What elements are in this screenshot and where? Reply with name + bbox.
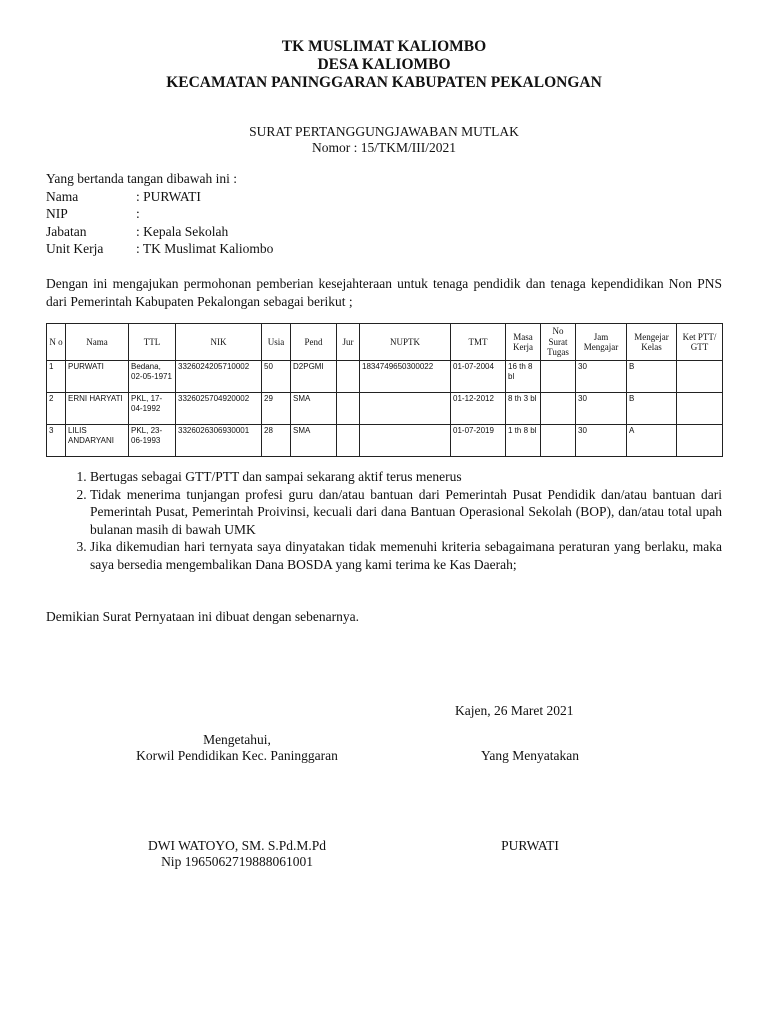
cell-nuptk (360, 425, 451, 457)
cell-no-surat-tugas (541, 425, 576, 457)
cell-usia: 29 (262, 393, 291, 425)
statement-list (46, 468, 722, 573)
letter-number: Nomor : 15/TKM/III/2021 (312, 140, 456, 155)
identity-value-nama: : PURWATI (136, 189, 201, 204)
header-no: N o (47, 324, 66, 361)
cell-jam-mengajar: 30 (576, 393, 627, 425)
place-date: Kajen, 26 Maret 2021 (455, 703, 574, 718)
cell-usia: 50 (262, 361, 291, 393)
cell-masa-kerja: 16 th 8 bl (506, 361, 541, 393)
cell-jam-mengajar: 30 (576, 425, 627, 457)
header-nama: Nama (66, 324, 129, 361)
cell-mengejar-kelas: B (627, 393, 677, 425)
left-sign-position: Korwil Pendidikan Kec. Paninggaran (136, 748, 338, 763)
left-sign-nip: Nip 1965062719888061001 (161, 854, 313, 869)
cell-nama: PURWATI (66, 361, 129, 393)
header-ttl: TTL (129, 324, 176, 361)
cell-masa-kerja: 1 th 8 bl (506, 425, 541, 457)
cell-jur (337, 361, 360, 393)
cell-pend: SMA (291, 393, 337, 425)
cell-usia: 28 (262, 425, 291, 457)
header-ket: Ket PTT/ GTT (677, 324, 723, 361)
cell-tmt: 01-12-2012 (451, 393, 506, 425)
header-jam-mengajar: Jam Mengajar (576, 324, 627, 361)
cell-ket (677, 393, 723, 425)
header-pend: Pend (291, 324, 337, 361)
cell-nuptk: 1834749650300022 (360, 361, 451, 393)
table-row (47, 425, 723, 457)
statement-item: 2. Tidak menerima tunjangan profesi guru dan/atau bantuan dari Pemerintah Pusat Pendidik dan/atau bantuan dari Pemerintah Pusat, Pemerintah Proivinsi, kecuali dari dana Bantuan Operasional Sekolah (BOP), dan/atau total upah bulanan masih di bawah UMK (90, 486, 722, 539)
cell-nama: ERNI HARYATI (66, 393, 129, 425)
right-sign-label: Yang Menyatakan (481, 748, 579, 763)
letterhead-village: DESA KALIOMBO (317, 56, 451, 73)
header-masa-kerja: Masa Kerja (506, 324, 541, 361)
right-sign-name: PURWATI (501, 838, 559, 853)
cell-pend: SMA (291, 425, 337, 457)
cell-ttl: PKL, 23-06-1993 (129, 425, 176, 457)
letterhead-district: KECAMATAN PANINGGARAN KABUPATEN PEKALONGAN (166, 74, 602, 91)
cell-jam-mengajar: 30 (576, 361, 627, 393)
cell-jur (337, 425, 360, 457)
table-header-row (47, 324, 723, 361)
identity-label-nama: Nama (46, 189, 79, 204)
header-no-surat-tugas: No Surat Tugas (541, 324, 576, 361)
cell-tmt: 01-07-2004 (451, 361, 506, 393)
letter-title: SURAT PERTANGGUNGJAWABAN MUTLAK (249, 124, 519, 139)
cell-jur (337, 393, 360, 425)
cell-no: 3 (47, 425, 66, 457)
identity-label-unit-kerja: Unit Kerja (46, 241, 104, 256)
cell-mengejar-kelas: B (627, 361, 677, 393)
cell-tmt: 01-07-2019 (451, 425, 506, 457)
cell-no-surat-tugas (541, 393, 576, 425)
cell-ttl: PKL, 17-04-1992 (129, 393, 176, 425)
left-sign-name: DWI WATOYO, SM. S.Pd.M.Pd (147, 838, 327, 853)
cell-ttl: Bedana, 02-05-1971 (129, 361, 176, 393)
cell-nik: 3326024205710002 (176, 361, 262, 393)
intro-text: Yang bertanda tangan dibawah ini : (46, 171, 237, 186)
header-mengejar-kelas: Mengejar Kelas (627, 324, 677, 361)
cell-mengejar-kelas: A (627, 425, 677, 457)
cell-no: 2 (47, 393, 66, 425)
statement-item: 3. Jika dikemudian hari ternyata saya dinyatakan tidak memenuhi kriteria sebagaimana peraturan yang berlaku, maka saya bersedia mengembalikan Dana BOSDA yang kami terima ke Kas Daerah; (90, 538, 722, 573)
header-nik: NIK (176, 324, 262, 361)
cell-ket (677, 425, 723, 457)
cell-ket (677, 361, 723, 393)
closing-statement: Demikian Surat Pernyataan ini dibuat dengan sebenarnya. (46, 609, 360, 624)
table-row (47, 393, 723, 425)
identity-value-unit-kerja: : TK Muslimat Kaliombo (136, 241, 274, 256)
header-usia: Usia (262, 324, 291, 361)
table-row (47, 361, 723, 393)
header-tmt: TMT (451, 324, 506, 361)
cell-nuptk (360, 393, 451, 425)
cell-nik: 3326025704920002 (176, 393, 262, 425)
letterhead-school-name: TK MUSLIMAT KALIOMBO (281, 38, 487, 55)
cell-no: 1 (47, 361, 66, 393)
statement-item: 1. Bertugas sebagai GTT/PTT dan sampai sekarang aktif terus menerus (90, 468, 722, 486)
cell-no-surat-tugas (541, 361, 576, 393)
staff-table (46, 323, 723, 457)
identity-label-nip: NIP (46, 206, 68, 221)
cell-nama: LILIS ANDARYANI (66, 425, 129, 457)
identity-value-nip: : (136, 206, 140, 221)
header-jur: Jur (337, 324, 360, 361)
header-nuptk: NUPTK (360, 324, 451, 361)
cell-nik: 3326026306930001 (176, 425, 262, 457)
cell-pend: D2PGMI (291, 361, 337, 393)
request-paragraph: Dengan ini mengajukan permohonan pemberian kesejahteraan untuk tenaga pendidik dan tenaga kependidikan Non PNS dari Pemerintah Kabupaten Pekalongan sebagai berikut ; (46, 276, 722, 309)
identity-value-jabatan: : Kepala Sekolah (136, 224, 229, 239)
cell-masa-kerja: 8 th 3 bl (506, 393, 541, 425)
left-sign-label: Mengetahui, (203, 732, 271, 747)
identity-label-jabatan: Jabatan (46, 224, 87, 239)
